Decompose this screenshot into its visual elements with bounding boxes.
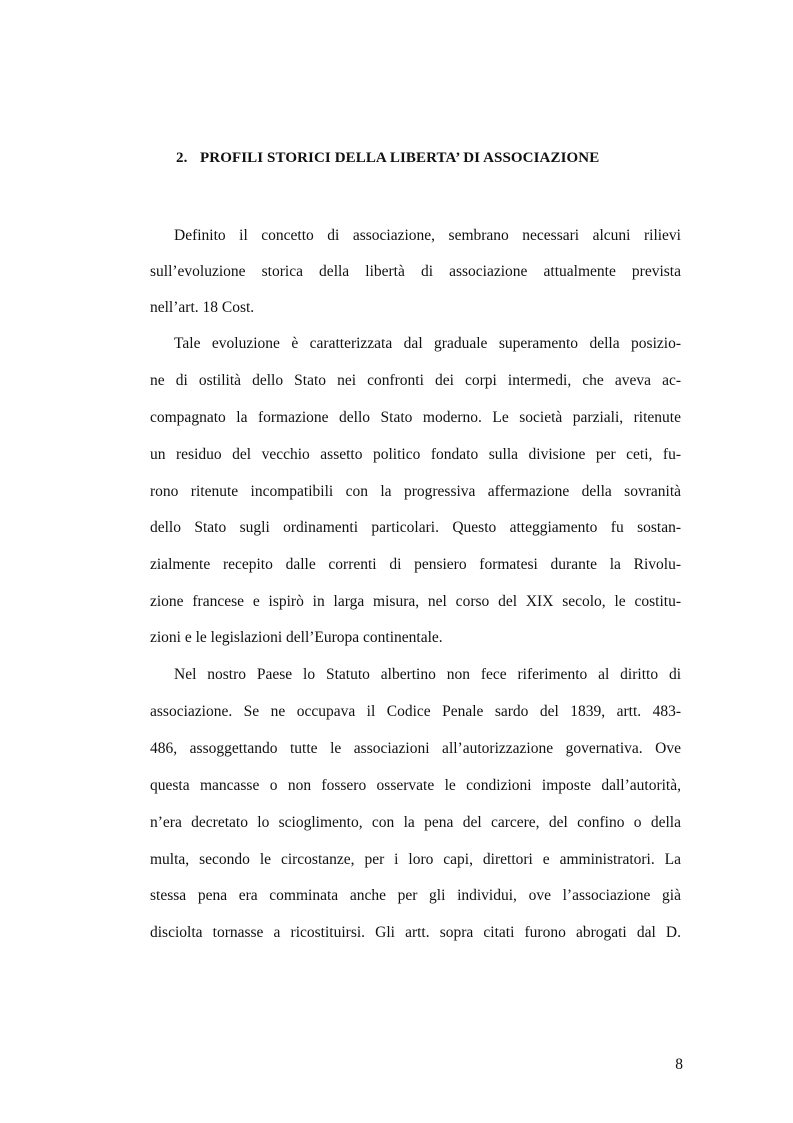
paragraph-3-line-6: multa, secondo le circostanze, per i loro capi, direttori e amministratori. La	[150, 851, 681, 868]
paragraph-2-line-5: rono ritenute incompatibili con la progressiva affermazione della sovranità	[150, 483, 681, 500]
paragraph-3-line-2: associazione. Se ne occupava il Codice Penale sardo del 1839, artt. 483-	[150, 703, 681, 720]
paragraph-3-line-1: Nel nostro Paese lo Statuto albertino non fece riferimento al diritto di	[174, 666, 681, 683]
paragraph-2-line-3: compagnato la formazione dello Stato moderno. Le società parziali, ritenute	[150, 409, 681, 426]
paragraph-2-line-9: zioni e le legislazioni dell’Europa continentale.	[150, 629, 443, 646]
paragraph-3-line-8: disciolta tornasse a ricostituirsi. Gli artt. sopra citati furono abrogati dal D.	[150, 924, 681, 941]
paragraph-2-line-7: zialmente recepito dalle correnti di pensiero formatesi durante la Rivolu-	[150, 556, 681, 573]
paragraph-1-line-3: nell’art. 18 Cost.	[150, 299, 255, 316]
paragraph-1-line-2: sull’evoluzione storica della libertà di associazione attualmente prevista	[150, 263, 681, 280]
paragraph-3-line-3: 486, assoggettando tutte le associazioni all’autorizzazione governativa. Ove	[150, 740, 681, 757]
paragraph-3-line-4: questa mancasse o non fossero osservate le condizioni imposte dall’autorità,	[150, 777, 681, 794]
paragraph-2-line-8: zione francese e ispirò in larga misura, nel corso del XIX secolo, le costitu-	[150, 593, 681, 610]
section-number: 2.	[176, 150, 188, 166]
paragraph-3-line-5: n’era decretato lo scioglimento, con la pena del carcere, del confino o della	[150, 814, 681, 831]
page-number: 8	[675, 1056, 683, 1073]
paragraph-2-line-2: ne di ostilità dello Stato nei confronti dei corpi intermedi, che aveva ac-	[150, 372, 681, 389]
section-title: PROFILI STORICI DELLA LIBERTA’ DI ASSOCIAZIONE	[200, 150, 600, 166]
paragraph-1-line-1: Definito il concetto di associazione, sembrano necessari alcuni rilievi	[174, 227, 681, 244]
paragraph-2-line-6: dello Stato sugli ordinamenti particolari. Questo atteggiamento fu sostan-	[150, 519, 681, 536]
paragraph-2-line-4: un residuo del vecchio assetto politico fondato sulla divisione per ceti, fu-	[150, 446, 681, 463]
paragraph-2-line-1: Tale evoluzione è caratterizzata dal graduale superamento della posizio-	[174, 335, 681, 352]
section-heading	[176, 150, 696, 167]
paragraph-3-line-7: stessa pena era comminata anche per gli individui, ove l’associazione già	[150, 887, 681, 904]
